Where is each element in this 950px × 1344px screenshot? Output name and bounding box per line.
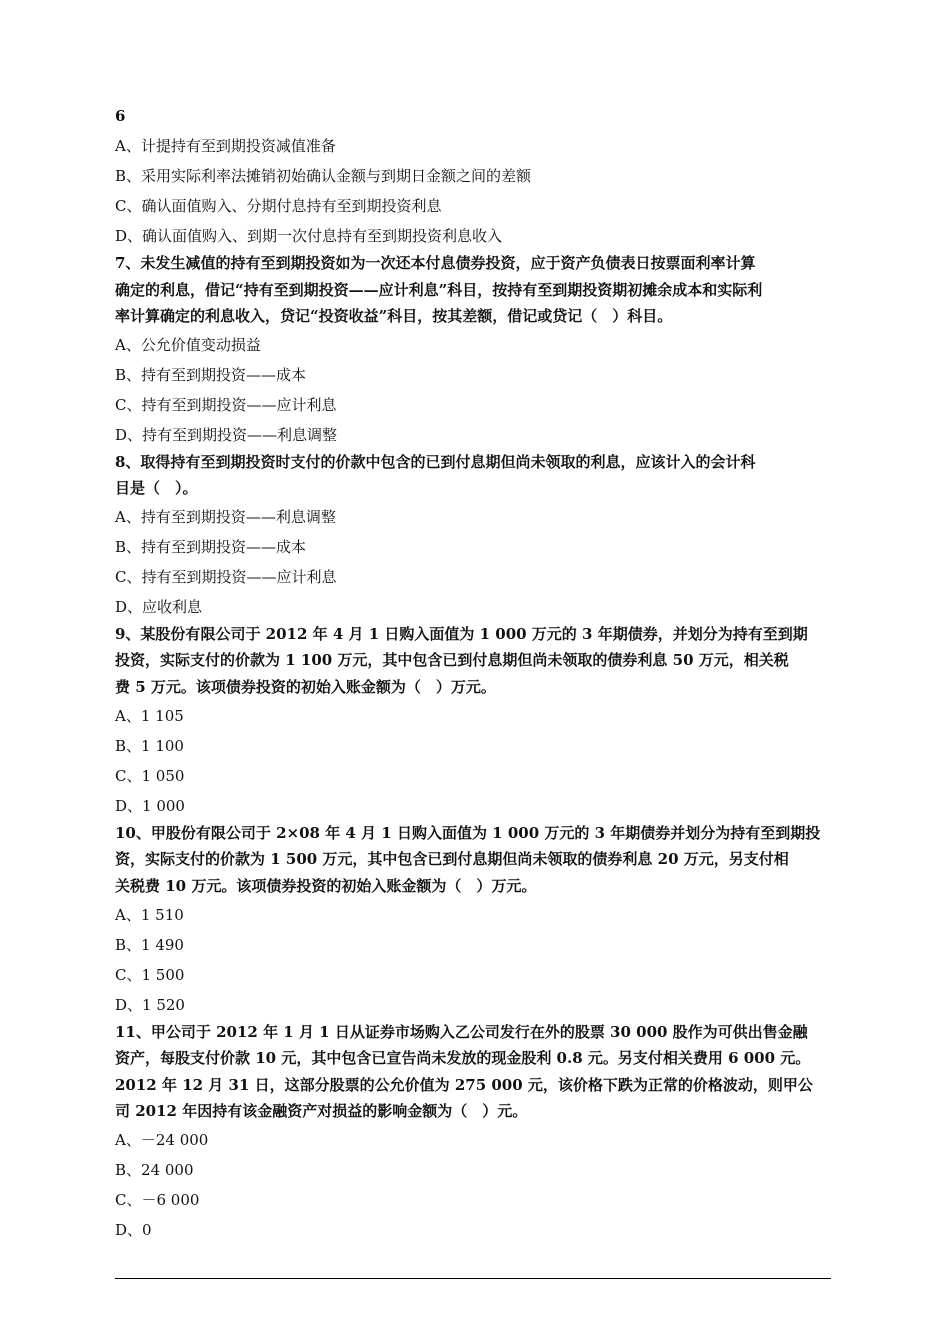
q11-option-d: D、0: [115, 1221, 152, 1239]
q7-stem-line-2: 确定的利息，借记“持有至到期投资——应计利息”科目，按持有至到期投资期初摊余成本和实际利: [115, 281, 763, 299]
q10-stem-line-2: 资，实际支付的价款为 1 500 万元，其中包含已到付息期但尚未领取的债券利息 20 万元，另支付相: [115, 850, 789, 868]
q7-option-d: D、持有至到期投资——利息调整: [115, 426, 338, 444]
q9-option-c: C、1 050: [115, 767, 185, 785]
q7-option-a: A、公允价值变动损益: [115, 336, 261, 354]
q8-stem-line-2: 目是（ ）。: [115, 479, 198, 497]
q8-option-b: B、持有至到期投资——成本: [115, 538, 307, 556]
q9-stem-line-1: 9、某股份有限公司于 2012 年 4 月 1 日购入面值为 1 000 万元的 3 年期债券，并划分为持有至到期: [115, 625, 808, 643]
q10-option-a: A、1 510: [115, 906, 184, 924]
q9-option-b: B、1 100: [115, 737, 184, 755]
question-fragment-number: 6: [115, 107, 126, 125]
q9-stem-line-2: 投资，实际支付的价款为 1 100 万元，其中包含已到付息期但尚未领取的债券利息 50 万元，相关税: [115, 651, 789, 669]
q7-stem-line-3: 率计算确定的利息收入，贷记“投资收益”科目，按其差额，借记或贷记（ ）科目。: [115, 307, 673, 325]
q8-option-d: D、应收利息: [115, 598, 203, 616]
q6-option-d: D、确认面值购入、到期一次付息持有至到期投资利息收入: [115, 227, 503, 245]
q6-option-a: A、计提持有至到期投资减值准备: [115, 137, 336, 155]
q8-option-a: A、持有至到期投资——利息调整: [115, 508, 336, 526]
footer-divider: [115, 1278, 831, 1279]
q7-option-c: C、持有至到期投资——应计利息: [115, 396, 337, 414]
q9-option-a: A、1 105: [115, 707, 184, 725]
q10-option-b: B、1 490: [115, 936, 184, 954]
q9-option-d: D、1 000: [115, 797, 185, 815]
q11-stem-line-1: 11、甲公司于 2012 年 1 月 1 日从证券市场购入乙公司发行在外的股票 30 000 股作为可供出售金融: [115, 1023, 808, 1041]
q7-stem-line-1: 7、未发生减值的持有至到期投资如为一次还本付息债券投资，应于资产负债表日按票面利率计算: [115, 254, 756, 272]
q8-option-c: C、持有至到期投资——应计利息: [115, 568, 337, 586]
q10-option-d: D、1 520: [115, 996, 185, 1014]
q10-stem-line-1: 10、甲股份有限公司于 2×08 年 4 月 1 日购入面值为 1 000 万元的 3 年期债券并划分为持有至到期投: [115, 824, 821, 842]
q11-stem-line-4: 司 2012 年因持有该金融资产对损益的影响金额为（ ）元。: [115, 1102, 528, 1120]
q11-stem-line-2: 资产，每股支付价款 10 元，其中包含已宣告尚未发放的现金股利 0.8 元。另支付相关费用 6 000 元。: [115, 1049, 811, 1067]
q11-stem-line-3: 2012 年 12 月 31 日，这部分股票的公允价值为 275 000 元，该价格下跌为正常的价格波动，则甲公: [115, 1076, 813, 1094]
q6-option-b: B、采用实际利率法摊销初始确认金额与到期日金额之间的差额: [115, 167, 532, 185]
q11-option-b: B、24 000: [115, 1161, 194, 1179]
q11-option-c: C、－6 000: [115, 1191, 200, 1209]
q11-option-a: A、－24 000: [115, 1131, 209, 1149]
q8-stem-line-1: 8、取得持有至到期投资时支付的价款中包含的已到付息期但尚未领取的利息，应该计入的会计科: [115, 453, 756, 471]
q10-stem-line-3: 关税费 10 万元。该项债券投资的初始入账金额为（ ）万元。: [115, 877, 537, 895]
q9-stem-line-3: 费 5 万元。该项债券投资的初始入账金额为（ ）万元。: [115, 678, 496, 696]
q10-option-c: C、1 500: [115, 966, 185, 984]
q6-option-c: C、确认面值购入、分期付息持有至到期投资利息: [115, 197, 442, 215]
q7-option-b: B、持有至到期投资——成本: [115, 366, 307, 384]
